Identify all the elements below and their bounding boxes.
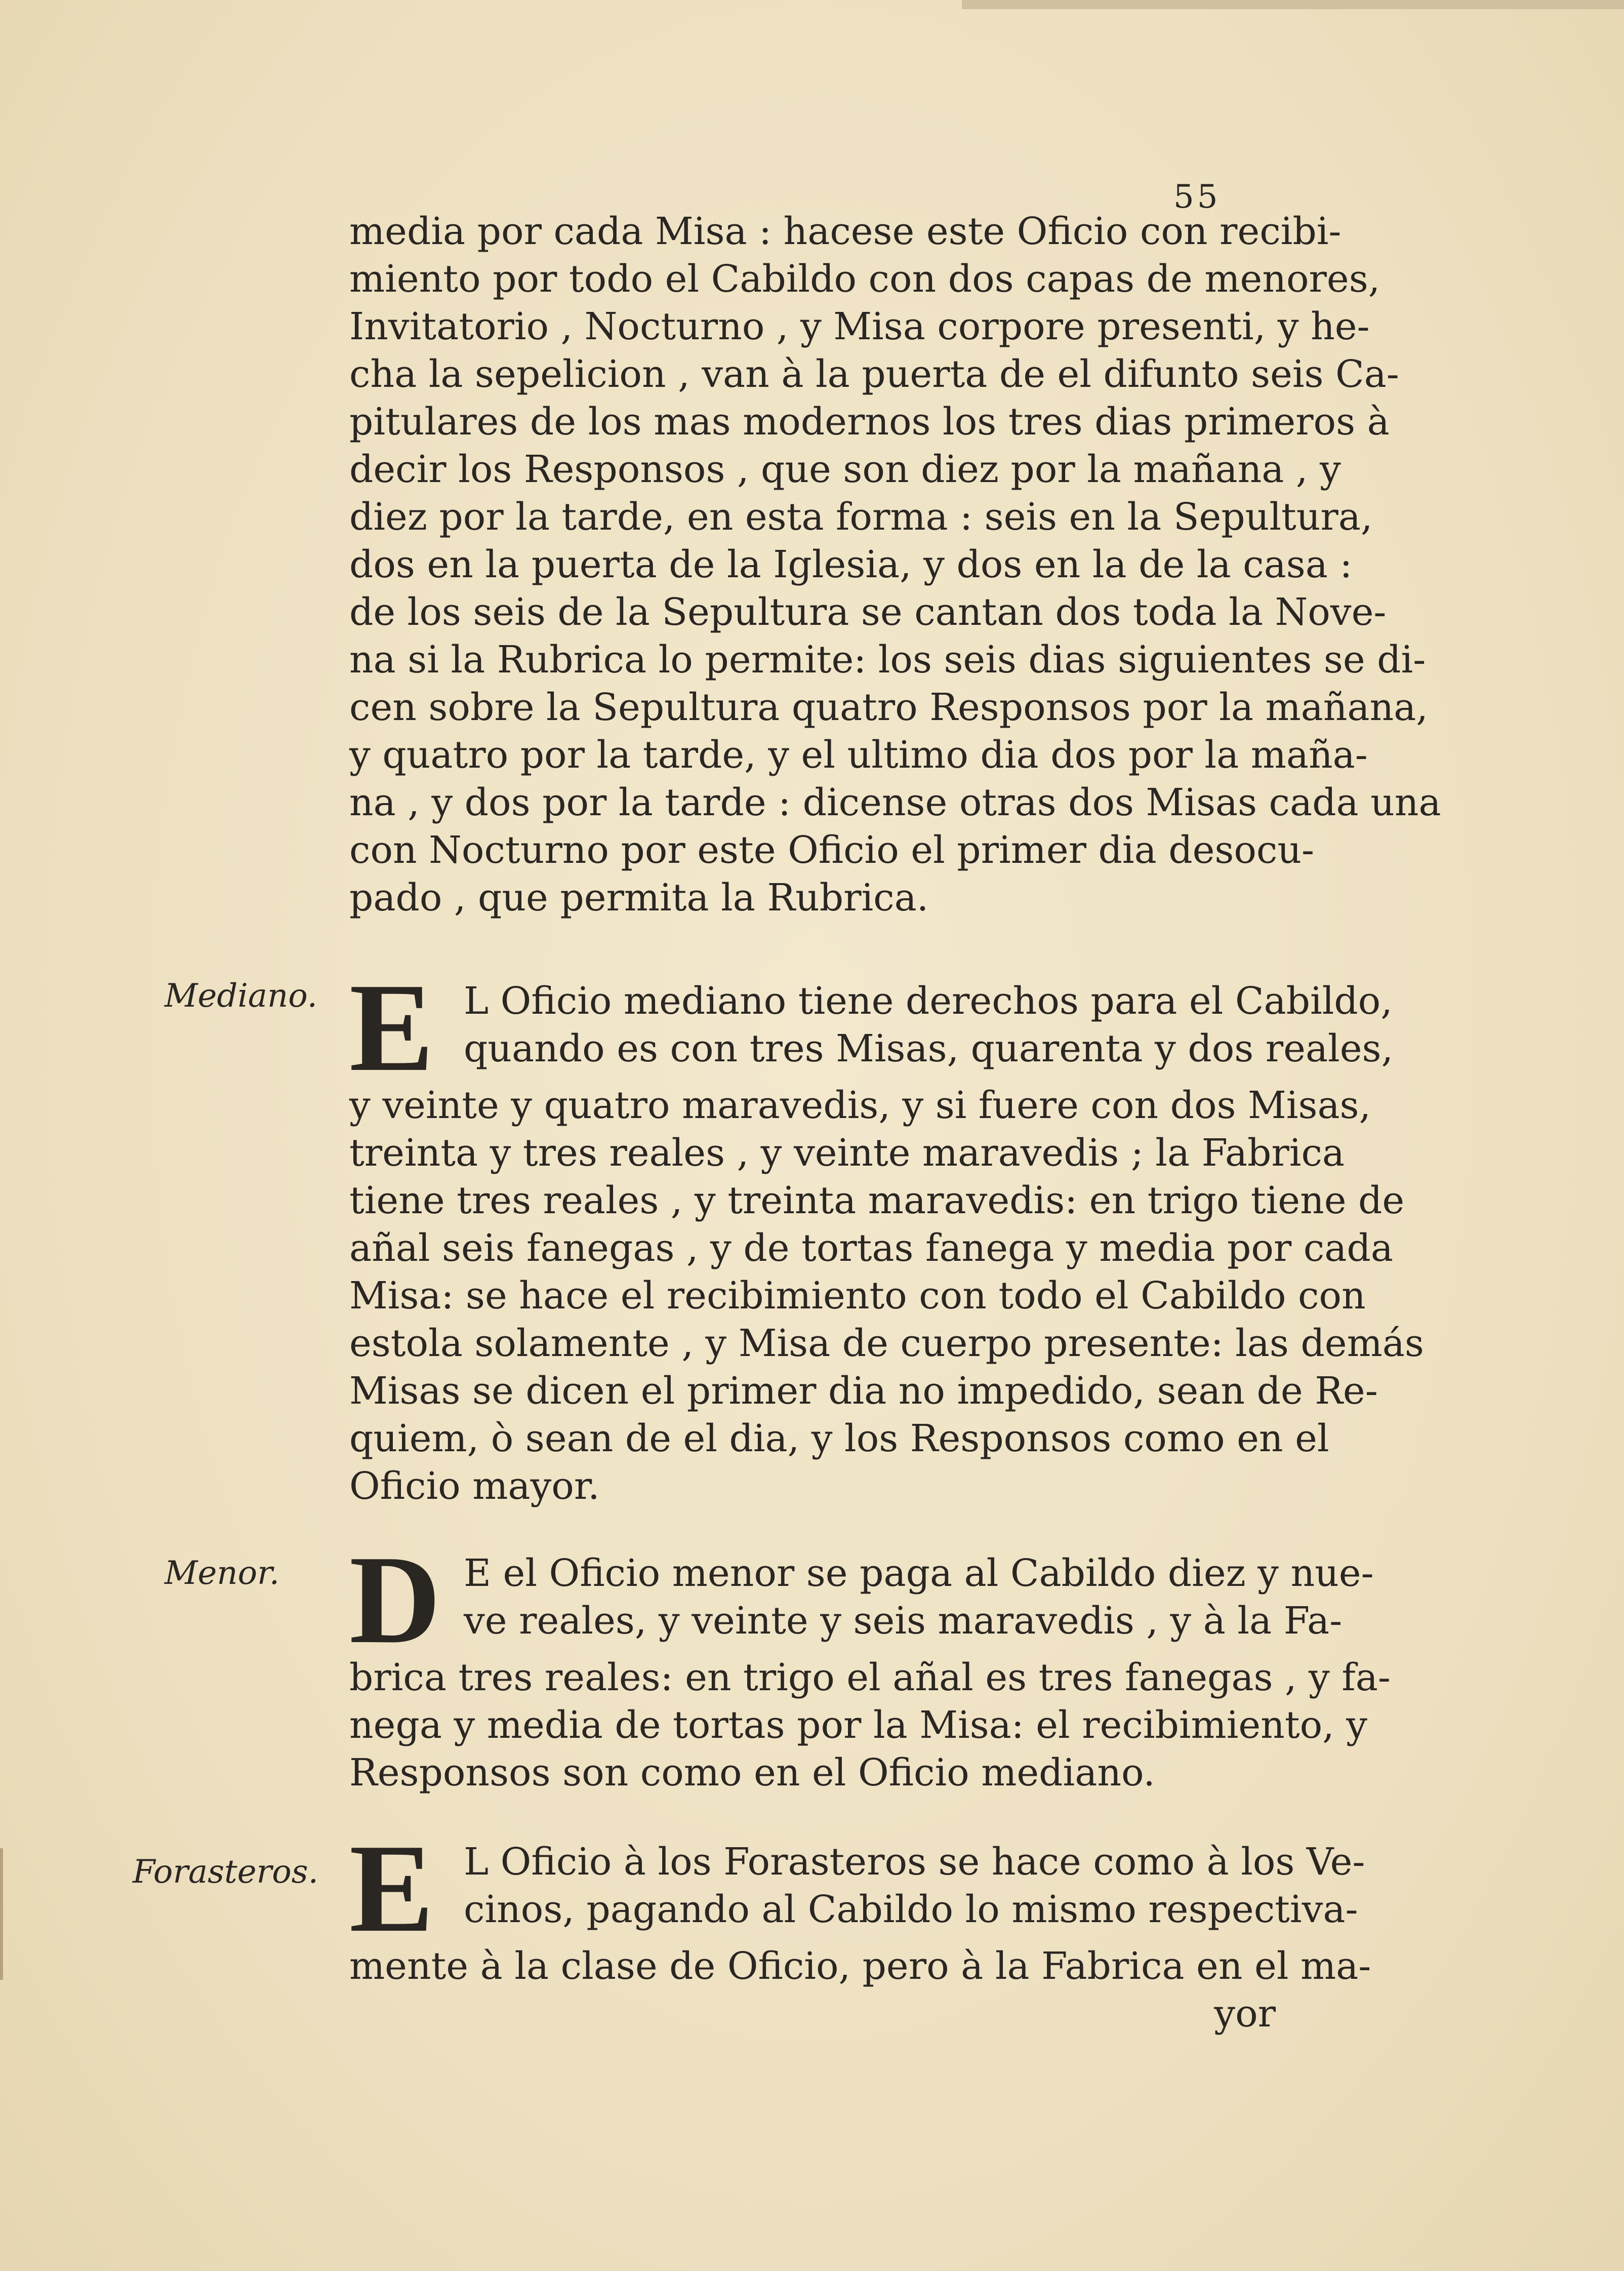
paragraph-oficio-mayor-continuation — [349, 208, 1441, 922]
text-line: na , y dos por la tarde : dicense otras dos Misas cada una — [349, 781, 1441, 824]
text-line: quiem, ò sean de el dia, y los Responsos como en el — [349, 1417, 1329, 1460]
text-line: cha la sepelicion , van à la puerta de el difunto seis Ca- — [349, 352, 1399, 396]
text-line: añal seis fanegas , y de tortas fanega y media por cada — [349, 1226, 1393, 1270]
text-line: ve reales, y veinte y seis maravedis , y à la Fa- — [464, 1599, 1343, 1643]
paragraph-forasteros — [349, 1818, 1371, 2038]
text-line: Misas se dicen el primer dia no impedido, sean de Re- — [349, 1369, 1378, 1413]
drop-cap: E — [349, 1818, 434, 1959]
paragraph-oficio-mediano — [349, 958, 1424, 1510]
text-line: miento por todo el Cabildo con dos capas de menores, — [349, 257, 1381, 301]
text-line: decir los Responsos , que son diez por la mañana , y — [349, 448, 1341, 491]
text-line: cen sobre la Sepultura quatro Responsos por la mañana, — [349, 686, 1428, 729]
text-line: nega y media de tortas por la Misa: el recibimiento, y — [349, 1703, 1367, 1747]
text-line: mente à la clase de Oficio, pero à la Fabrica en el ma- — [349, 1944, 1371, 1988]
text-line: diez por la tarde, en esta forma : seis en la Sepultura, — [349, 495, 1373, 539]
text-line: quando es con tres Misas, quarenta y dos reales, — [464, 1027, 1394, 1070]
text-line: L Oficio à los Forasteros se hace como à los Ve- — [464, 1840, 1365, 1884]
text-line: con Nocturno por este Oficio el primer dia desocu- — [349, 828, 1315, 872]
text-line: Misa: se hace el recibimiento con todo el Cabildo con — [349, 1274, 1366, 1318]
text-line: y veinte y quatro maravedis, y si fuere con dos Misas, — [349, 1084, 1371, 1127]
text-line: dos en la puerta de la Iglesia, y dos en la de la casa : — [349, 543, 1353, 586]
text-line: pado , que permita la Rubrica. — [349, 876, 929, 920]
text-line: na si la Rubrica lo permite: los seis dias siguientes se di- — [349, 638, 1426, 682]
drop-cap: D — [349, 1530, 441, 1670]
text-line: estola solamente , y Misa de cuerpo presente: las demás — [349, 1322, 1424, 1365]
page-number: 55 — [1173, 178, 1221, 216]
margin-note-forasteros: Forasteros. — [133, 1853, 318, 1891]
margin-note-mediano: Mediano. — [165, 977, 317, 1015]
text-line: de los seis de la Sepultura se cantan dos toda la Nove- — [349, 590, 1387, 634]
text-line: Invitatorio , Nocturno , y Misa corpore presenti, y he- — [349, 305, 1370, 348]
text-line: pitulares de los mas modernos los tres dias primeros à — [349, 400, 1390, 444]
text-line: treinta y tres reales , y veinte maravedis ; la Fabrica — [349, 1131, 1345, 1175]
text-line: brica tres reales: en trigo el añal es tres fanegas , y fa- — [349, 1656, 1391, 1699]
text-line: L Oficio mediano tiene derechos para el Cabildo, — [464, 979, 1393, 1023]
text-line: Responsos son como en el Oficio mediano. — [349, 1751, 1155, 1795]
text-line: y quatro por la tarde, y el ultimo dia dos por la maña- — [349, 733, 1368, 777]
binding-edge — [0, 1848, 3, 1980]
text-line: Oficio mayor. — [349, 1464, 600, 1508]
page-edge-shadow — [962, 0, 1624, 9]
text-line: tiene tres reales , y treinta maravedis: en trigo tiene de — [349, 1179, 1405, 1222]
text-line: E el Oficio menor se paga al Cabildo diez y nue- — [464, 1551, 1374, 1595]
margin-note-menor: Menor. — [165, 1555, 280, 1592]
text-line: cinos, pagando al Cabildo lo mismo respectiva- — [464, 1888, 1358, 1931]
catchword: yor — [1214, 1992, 1276, 2036]
text-line: media por cada Misa : hacese este Oficio con recibi- — [349, 210, 1342, 253]
drop-cap: E — [349, 958, 434, 1098]
paragraph-oficio-menor — [349, 1530, 1391, 1797]
